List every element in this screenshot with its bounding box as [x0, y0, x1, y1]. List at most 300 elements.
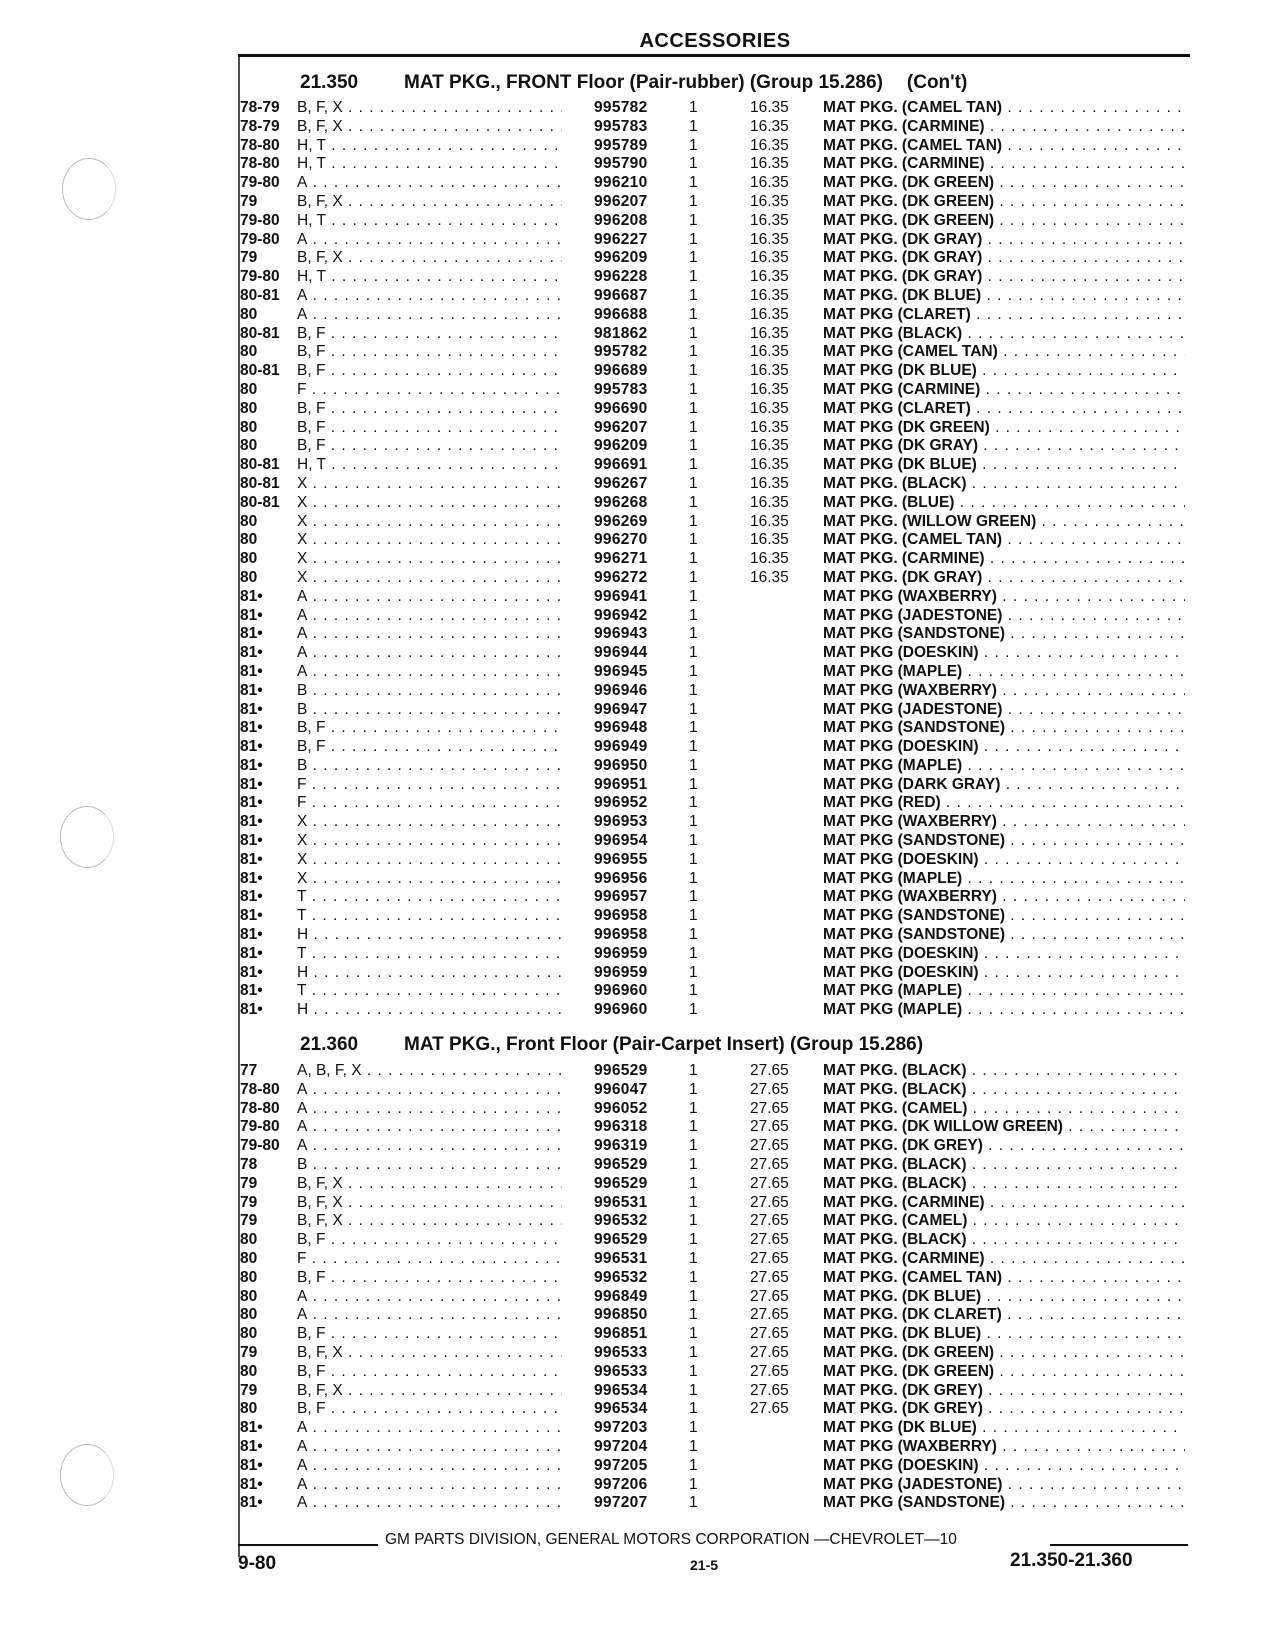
quantity: 1 — [689, 1419, 698, 1437]
body-models: X . . . — [297, 832, 562, 851]
body-models: B, F, X . . . — [297, 1344, 562, 1363]
price: 27.65 — [750, 1099, 789, 1117]
description-text: MAT PKG (DARK GRAY) — [823, 775, 1001, 793]
price: 16.35 — [750, 174, 789, 192]
body-models: B, F, X . . . — [297, 1194, 562, 1213]
price: 16.35 — [750, 117, 789, 135]
body-models: H, T . . . — [297, 212, 562, 231]
part-number: 996534 — [594, 1400, 648, 1418]
part-number: 996531 — [594, 1193, 648, 1211]
model-year: 78-80 — [240, 155, 280, 173]
quantity: 1 — [689, 944, 698, 962]
part-number: 996269 — [594, 512, 648, 530]
description — [823, 343, 1185, 362]
description-text: MAT PKG (MAPLE) — [823, 1001, 963, 1019]
description-text: MAT PKG (WAXBERRY) — [823, 1437, 997, 1455]
part-number: 995789 — [594, 136, 648, 154]
price: 27.65 — [750, 1400, 789, 1418]
quantity: 1 — [689, 1343, 698, 1361]
body-models: A . . . — [297, 644, 562, 663]
description-text: MAT PKG. (DK GREY) — [823, 1400, 983, 1418]
part-number: 996849 — [594, 1287, 648, 1305]
body-models: A, B, F, X . . . — [297, 1062, 562, 1081]
model-year: 80 — [240, 1325, 258, 1343]
price: 16.35 — [750, 305, 789, 323]
quantity: 1 — [689, 117, 698, 135]
part-number: 996960 — [594, 982, 648, 1000]
description — [823, 437, 1185, 456]
description — [823, 964, 1185, 983]
part-number: 996945 — [594, 662, 648, 680]
part-number: 996529 — [594, 1155, 648, 1173]
description-text: MAT PKG (DOESKIN) — [823, 738, 979, 756]
part-number: 996960 — [594, 1001, 648, 1019]
body-models: B, F, X . . . — [297, 249, 562, 268]
body-models: B, F . . . — [297, 362, 562, 381]
description — [823, 776, 1185, 795]
body-models: F . . . — [297, 794, 562, 813]
part-number: 996210 — [594, 174, 648, 192]
part-number: 995790 — [594, 155, 648, 173]
body-models: B . . . — [297, 701, 562, 720]
model-year: 79-80 — [240, 1137, 280, 1155]
model-year: 80 — [240, 568, 258, 586]
model-year: 79 — [240, 1212, 258, 1230]
description-text: MAT PKG (WAXBERRY) — [823, 681, 997, 699]
model-year: 80 — [240, 399, 258, 417]
part-number: 996529 — [594, 1062, 648, 1079]
description-text: MAT PKG. (DK GREY) — [823, 1137, 983, 1155]
body-models: H . . . — [297, 1001, 562, 1020]
body-models: B . . . — [297, 757, 562, 776]
quantity: 1 — [689, 606, 698, 624]
description — [823, 794, 1185, 813]
quantity: 1 — [689, 1062, 698, 1079]
part-number: 996688 — [594, 305, 648, 323]
quantity: 1 — [689, 1080, 698, 1098]
description — [823, 682, 1185, 701]
body-models: F . . . — [297, 1250, 562, 1269]
model-year: 81• — [240, 813, 263, 831]
quantity: 1 — [689, 1287, 698, 1305]
body-models: A . . . — [297, 1288, 562, 1307]
part-number: 996227 — [594, 230, 648, 248]
quantity: 1 — [689, 305, 698, 323]
description-text: MAT PKG. (DK GREY) — [823, 1381, 983, 1399]
body-models: X . . . — [297, 851, 562, 870]
description-text: MAT PKG (BLACK) — [823, 324, 963, 342]
description — [823, 813, 1185, 832]
description — [823, 588, 1185, 607]
body-models: A . . . — [297, 287, 562, 306]
price: 27.65 — [750, 1155, 789, 1173]
description-text: MAT PKG (DK BLUE) — [823, 456, 977, 474]
model-year: 81• — [240, 738, 263, 756]
description-text: MAT PKG. (DK GRAY) — [823, 268, 983, 286]
model-year: 79-80 — [240, 268, 280, 286]
description — [823, 1344, 1185, 1363]
description-text: MAT PKG (MAPLE) — [823, 869, 963, 887]
section-continued: (Con't) — [906, 72, 968, 93]
description-text: MAT PKG (DOESKIN) — [823, 850, 979, 868]
body-models: B, F . . . — [297, 1400, 562, 1419]
quantity: 1 — [689, 963, 698, 981]
model-year: 81• — [240, 681, 263, 699]
description-text: MAT PKG (SANDSTONE) — [823, 832, 1005, 850]
model-year: 81• — [240, 719, 263, 737]
model-year: 79 — [240, 192, 258, 210]
body-models: A . . . — [297, 306, 562, 325]
description — [823, 1269, 1185, 1288]
body-models: B, F . . . — [297, 419, 562, 438]
description — [823, 719, 1185, 738]
part-number: 996850 — [594, 1306, 648, 1324]
part-number: 996533 — [594, 1343, 648, 1361]
quantity: 1 — [689, 1118, 698, 1136]
description — [823, 907, 1185, 926]
quantity: 1 — [689, 211, 698, 229]
description-text: MAT PKG (DK GRAY) — [823, 437, 978, 455]
part-number: 996950 — [594, 756, 648, 774]
title-rule — [238, 54, 1190, 57]
quantity: 1 — [689, 493, 698, 511]
quantity: 1 — [689, 813, 698, 831]
section-number: 21.360 — [300, 1034, 359, 1055]
part-number: 996690 — [594, 399, 648, 417]
model-year: 80-81 — [240, 474, 280, 492]
quantity: 1 — [689, 286, 698, 304]
quantity: 1 — [689, 681, 698, 699]
price: 27.65 — [750, 1343, 789, 1361]
body-models: A . . . — [297, 1118, 562, 1137]
description-text: MAT PKG (DOESKIN) — [823, 1456, 979, 1474]
description — [823, 870, 1185, 889]
description-text: MAT PKG. (CAMEL) — [823, 1099, 968, 1117]
description — [823, 419, 1185, 438]
model-year: 81• — [240, 1456, 263, 1474]
model-year: 80 — [240, 380, 258, 398]
description-text: MAT PKG (JADESTONE) — [823, 606, 1003, 624]
part-number: 996209 — [594, 437, 648, 455]
quantity: 1 — [689, 756, 698, 774]
body-models: A . . . — [297, 1419, 562, 1438]
price: 27.65 — [750, 1080, 789, 1098]
part-number: 996958 — [594, 926, 648, 944]
description-text: MAT PKG. (DK GRAY) — [823, 230, 983, 248]
description — [823, 982, 1185, 1001]
body-models: B, F . . . — [297, 738, 562, 757]
description — [823, 888, 1185, 907]
model-year: 79-80 — [240, 211, 280, 229]
description — [823, 1494, 1185, 1513]
description-text: MAT PKG (CLARET) — [823, 399, 971, 417]
part-number: 996959 — [594, 944, 648, 962]
body-models: B, F . . . — [297, 400, 562, 419]
price: 16.35 — [750, 437, 789, 455]
quantity: 1 — [689, 568, 698, 586]
model-year: 81• — [240, 888, 263, 906]
model-year: 78-80 — [240, 136, 280, 154]
description-text: MAT PKG. (CARMINE) — [823, 1193, 985, 1211]
description — [823, 1457, 1185, 1476]
quantity: 1 — [689, 982, 698, 1000]
description — [823, 494, 1185, 513]
part-number: 996208 — [594, 211, 648, 229]
quantity: 1 — [689, 1362, 698, 1380]
quantity: 1 — [689, 1475, 698, 1493]
body-models: B, F . . . — [297, 1269, 562, 1288]
body-models: B . . . — [297, 682, 562, 701]
section-title: MAT PKG., Front Floor (Pair-Carpet Insert) (Group 15.286) — [404, 1034, 924, 1055]
quantity: 1 — [689, 1456, 698, 1474]
description — [823, 663, 1185, 682]
price: 16.35 — [750, 268, 789, 286]
price: 16.35 — [750, 136, 789, 154]
price: 16.35 — [750, 418, 789, 436]
part-number: 996851 — [594, 1325, 648, 1343]
section-title: MAT PKG., FRONT Floor (Pair-rubber) (Group 15.286) — [404, 72, 883, 93]
quantity: 1 — [689, 587, 698, 605]
part-number: 996268 — [594, 493, 648, 511]
model-year: 81• — [240, 644, 263, 662]
model-year: 80-81 — [240, 324, 280, 342]
part-number: 996949 — [594, 738, 648, 756]
price: 16.35 — [750, 399, 789, 417]
quantity: 1 — [689, 1193, 698, 1211]
part-number: 996267 — [594, 474, 648, 492]
description — [823, 757, 1185, 776]
body-models: F . . . — [297, 381, 562, 400]
price: 16.35 — [750, 380, 789, 398]
body-models: H, T . . . — [297, 155, 562, 174]
quantity: 1 — [689, 362, 698, 380]
description — [823, 851, 1185, 870]
description — [823, 1382, 1185, 1401]
quantity: 1 — [689, 1494, 698, 1512]
part-number: 996943 — [594, 625, 648, 643]
model-year: 79-80 — [240, 230, 280, 248]
body-models: X . . . — [297, 513, 562, 532]
quantity: 1 — [689, 1400, 698, 1418]
model-year: 81• — [240, 982, 263, 1000]
model-year: 80-81 — [240, 362, 280, 380]
model-year: 81• — [240, 869, 263, 887]
quantity: 1 — [689, 99, 698, 116]
quantity: 1 — [689, 1212, 698, 1230]
model-year: 80 — [240, 1306, 258, 1324]
section-number: 21.350 — [300, 72, 359, 93]
price: 16.35 — [750, 324, 789, 342]
part-number: 995783 — [594, 380, 648, 398]
description — [823, 231, 1185, 250]
quantity: 1 — [689, 324, 698, 342]
description-text: MAT PKG. (WILLOW GREEN) — [823, 512, 1037, 530]
quantity: 1 — [689, 456, 698, 474]
quantity: 1 — [689, 1001, 698, 1019]
price: 16.35 — [750, 362, 789, 380]
quantity: 1 — [689, 343, 698, 361]
description-text: MAT PKG (CAMEL TAN) — [823, 343, 998, 361]
footer-date: 9-80 — [238, 1553, 277, 1574]
price: 27.65 — [750, 1325, 789, 1343]
quantity: 1 — [689, 1437, 698, 1455]
part-number: 996533 — [594, 1362, 648, 1380]
body-models: A . . . — [297, 663, 562, 682]
description — [823, 362, 1185, 381]
part-number: 996959 — [594, 963, 648, 981]
description-text: MAT PKG (SANDSTONE) — [823, 1494, 1005, 1512]
quantity: 1 — [689, 192, 698, 210]
part-number: 996953 — [594, 813, 648, 831]
description-text: MAT PKG (SANDSTONE) — [823, 719, 1005, 737]
body-models: A . . . — [297, 231, 562, 250]
model-year: 81• — [240, 926, 263, 944]
description — [823, 513, 1185, 532]
description — [823, 268, 1185, 287]
part-number: 996270 — [594, 531, 648, 549]
model-year: 81• — [240, 606, 263, 624]
description-text: MAT PKG (WAXBERRY) — [823, 813, 997, 831]
description-text: MAT PKG (SANDSTONE) — [823, 625, 1005, 643]
model-year: 80 — [240, 550, 258, 568]
description-text: MAT PKG. (BLACK) — [823, 1231, 967, 1249]
model-year: 81• — [240, 1001, 263, 1019]
body-models: B, F, X . . . — [297, 193, 562, 212]
price: 27.65 — [750, 1174, 789, 1192]
description-text: MAT PKG (DK GREEN) — [823, 418, 990, 436]
part-number: 996691 — [594, 456, 648, 474]
price: 16.35 — [750, 493, 789, 511]
description — [823, 926, 1185, 945]
model-year: 81• — [240, 700, 263, 718]
body-models: X . . . — [297, 494, 562, 513]
description-text: MAT PKG (DOESKIN) — [823, 963, 979, 981]
body-models: A . . . — [297, 1457, 562, 1476]
price: 16.35 — [750, 192, 789, 210]
quantity: 1 — [689, 1231, 698, 1249]
model-year: 81• — [240, 963, 263, 981]
quantity: 1 — [689, 832, 698, 850]
description-text: MAT PKG (RED) — [823, 794, 941, 812]
body-models: H, T . . . — [297, 137, 562, 156]
price: 16.35 — [750, 99, 789, 116]
body-models: B, F, X . . . — [297, 1382, 562, 1401]
description — [823, 569, 1185, 588]
part-number: 996272 — [594, 568, 648, 586]
part-number: 996948 — [594, 719, 648, 737]
model-year: 80 — [240, 418, 258, 436]
body-models: A . . . — [297, 607, 562, 626]
body-models: X . . . — [297, 569, 562, 588]
body-models: B, F . . . — [297, 1363, 562, 1382]
part-number: 996946 — [594, 681, 648, 699]
model-year: 81• — [240, 794, 263, 812]
description-text: MAT PKG. (DK GRAY) — [823, 568, 983, 586]
model-year: 81• — [240, 775, 263, 793]
model-year: 79-80 — [240, 1118, 280, 1136]
part-number: 996944 — [594, 644, 648, 662]
model-year: 81• — [240, 944, 263, 962]
body-models: A . . . — [297, 1494, 562, 1513]
part-number: 981862 — [594, 324, 648, 342]
section-heading-21350 — [300, 72, 967, 94]
description — [823, 249, 1185, 268]
price: 16.35 — [750, 512, 789, 530]
part-number: 996532 — [594, 1212, 648, 1230]
quantity: 1 — [689, 550, 698, 568]
quantity: 1 — [689, 738, 698, 756]
quantity: 1 — [689, 418, 698, 436]
model-year: 79 — [240, 1174, 258, 1192]
description-text: MAT PKG (MAPLE) — [823, 982, 963, 1000]
footer-division: GM PARTS DIVISION, GENERAL MOTORS CORPORATION —CHEVROLET—10 — [385, 1531, 957, 1548]
description — [823, 381, 1185, 400]
part-number: 996942 — [594, 606, 648, 624]
description-text: MAT PKG. (DK CLARET) — [823, 1306, 1002, 1324]
body-models: A . . . — [297, 1476, 562, 1495]
description-text: MAT PKG. (DK GRAY) — [823, 249, 983, 267]
description — [823, 1212, 1185, 1231]
description-text: MAT PKG. (DK GREEN) — [823, 1362, 995, 1380]
body-models: B, F . . . — [297, 1325, 562, 1344]
model-year: 79-80 — [240, 174, 280, 192]
model-year: 80 — [240, 1362, 258, 1380]
description — [823, 1288, 1185, 1307]
description-text: MAT PKG. (DK GREEN) — [823, 211, 995, 229]
description — [823, 137, 1185, 156]
description-text: MAT PKG. (BLUE) — [823, 493, 955, 511]
description — [823, 1325, 1185, 1344]
body-models: A . . . — [297, 1438, 562, 1457]
description — [823, 945, 1185, 964]
description — [823, 738, 1185, 757]
quantity: 1 — [689, 399, 698, 417]
model-year: 80 — [240, 343, 258, 361]
model-year: 78-79 — [240, 117, 280, 135]
description — [823, 644, 1185, 663]
model-year: 81• — [240, 625, 263, 643]
description-text: MAT PKG. (DK GREEN) — [823, 174, 995, 192]
quantity: 1 — [689, 644, 698, 662]
description — [823, 155, 1185, 174]
description — [823, 1156, 1185, 1175]
part-number: 996951 — [594, 775, 648, 793]
quantity: 1 — [689, 380, 698, 398]
model-year: 80-81 — [240, 456, 280, 474]
description — [823, 1118, 1185, 1137]
model-year: 81• — [240, 1475, 263, 1493]
body-models: X . . . — [297, 531, 562, 550]
part-number: 995782 — [594, 343, 648, 361]
price: 27.65 — [750, 1137, 789, 1155]
part-number: 997205 — [594, 1456, 648, 1474]
punch-hole-middle — [60, 806, 114, 868]
part-number: 996954 — [594, 832, 648, 850]
part-number: 996957 — [594, 888, 648, 906]
quantity: 1 — [689, 775, 698, 793]
body-models: H . . . — [297, 964, 562, 983]
description-text: MAT PKG (DK BLUE) — [823, 1419, 977, 1437]
body-models: T . . . — [297, 982, 562, 1001]
model-year: 80 — [240, 1249, 258, 1267]
quantity: 1 — [689, 1325, 698, 1343]
part-number: 997203 — [594, 1419, 648, 1437]
description — [823, 456, 1185, 475]
body-models: B, F . . . — [297, 325, 562, 344]
quantity: 1 — [689, 1099, 698, 1117]
price: 27.65 — [750, 1381, 789, 1399]
price: 16.35 — [750, 568, 789, 586]
